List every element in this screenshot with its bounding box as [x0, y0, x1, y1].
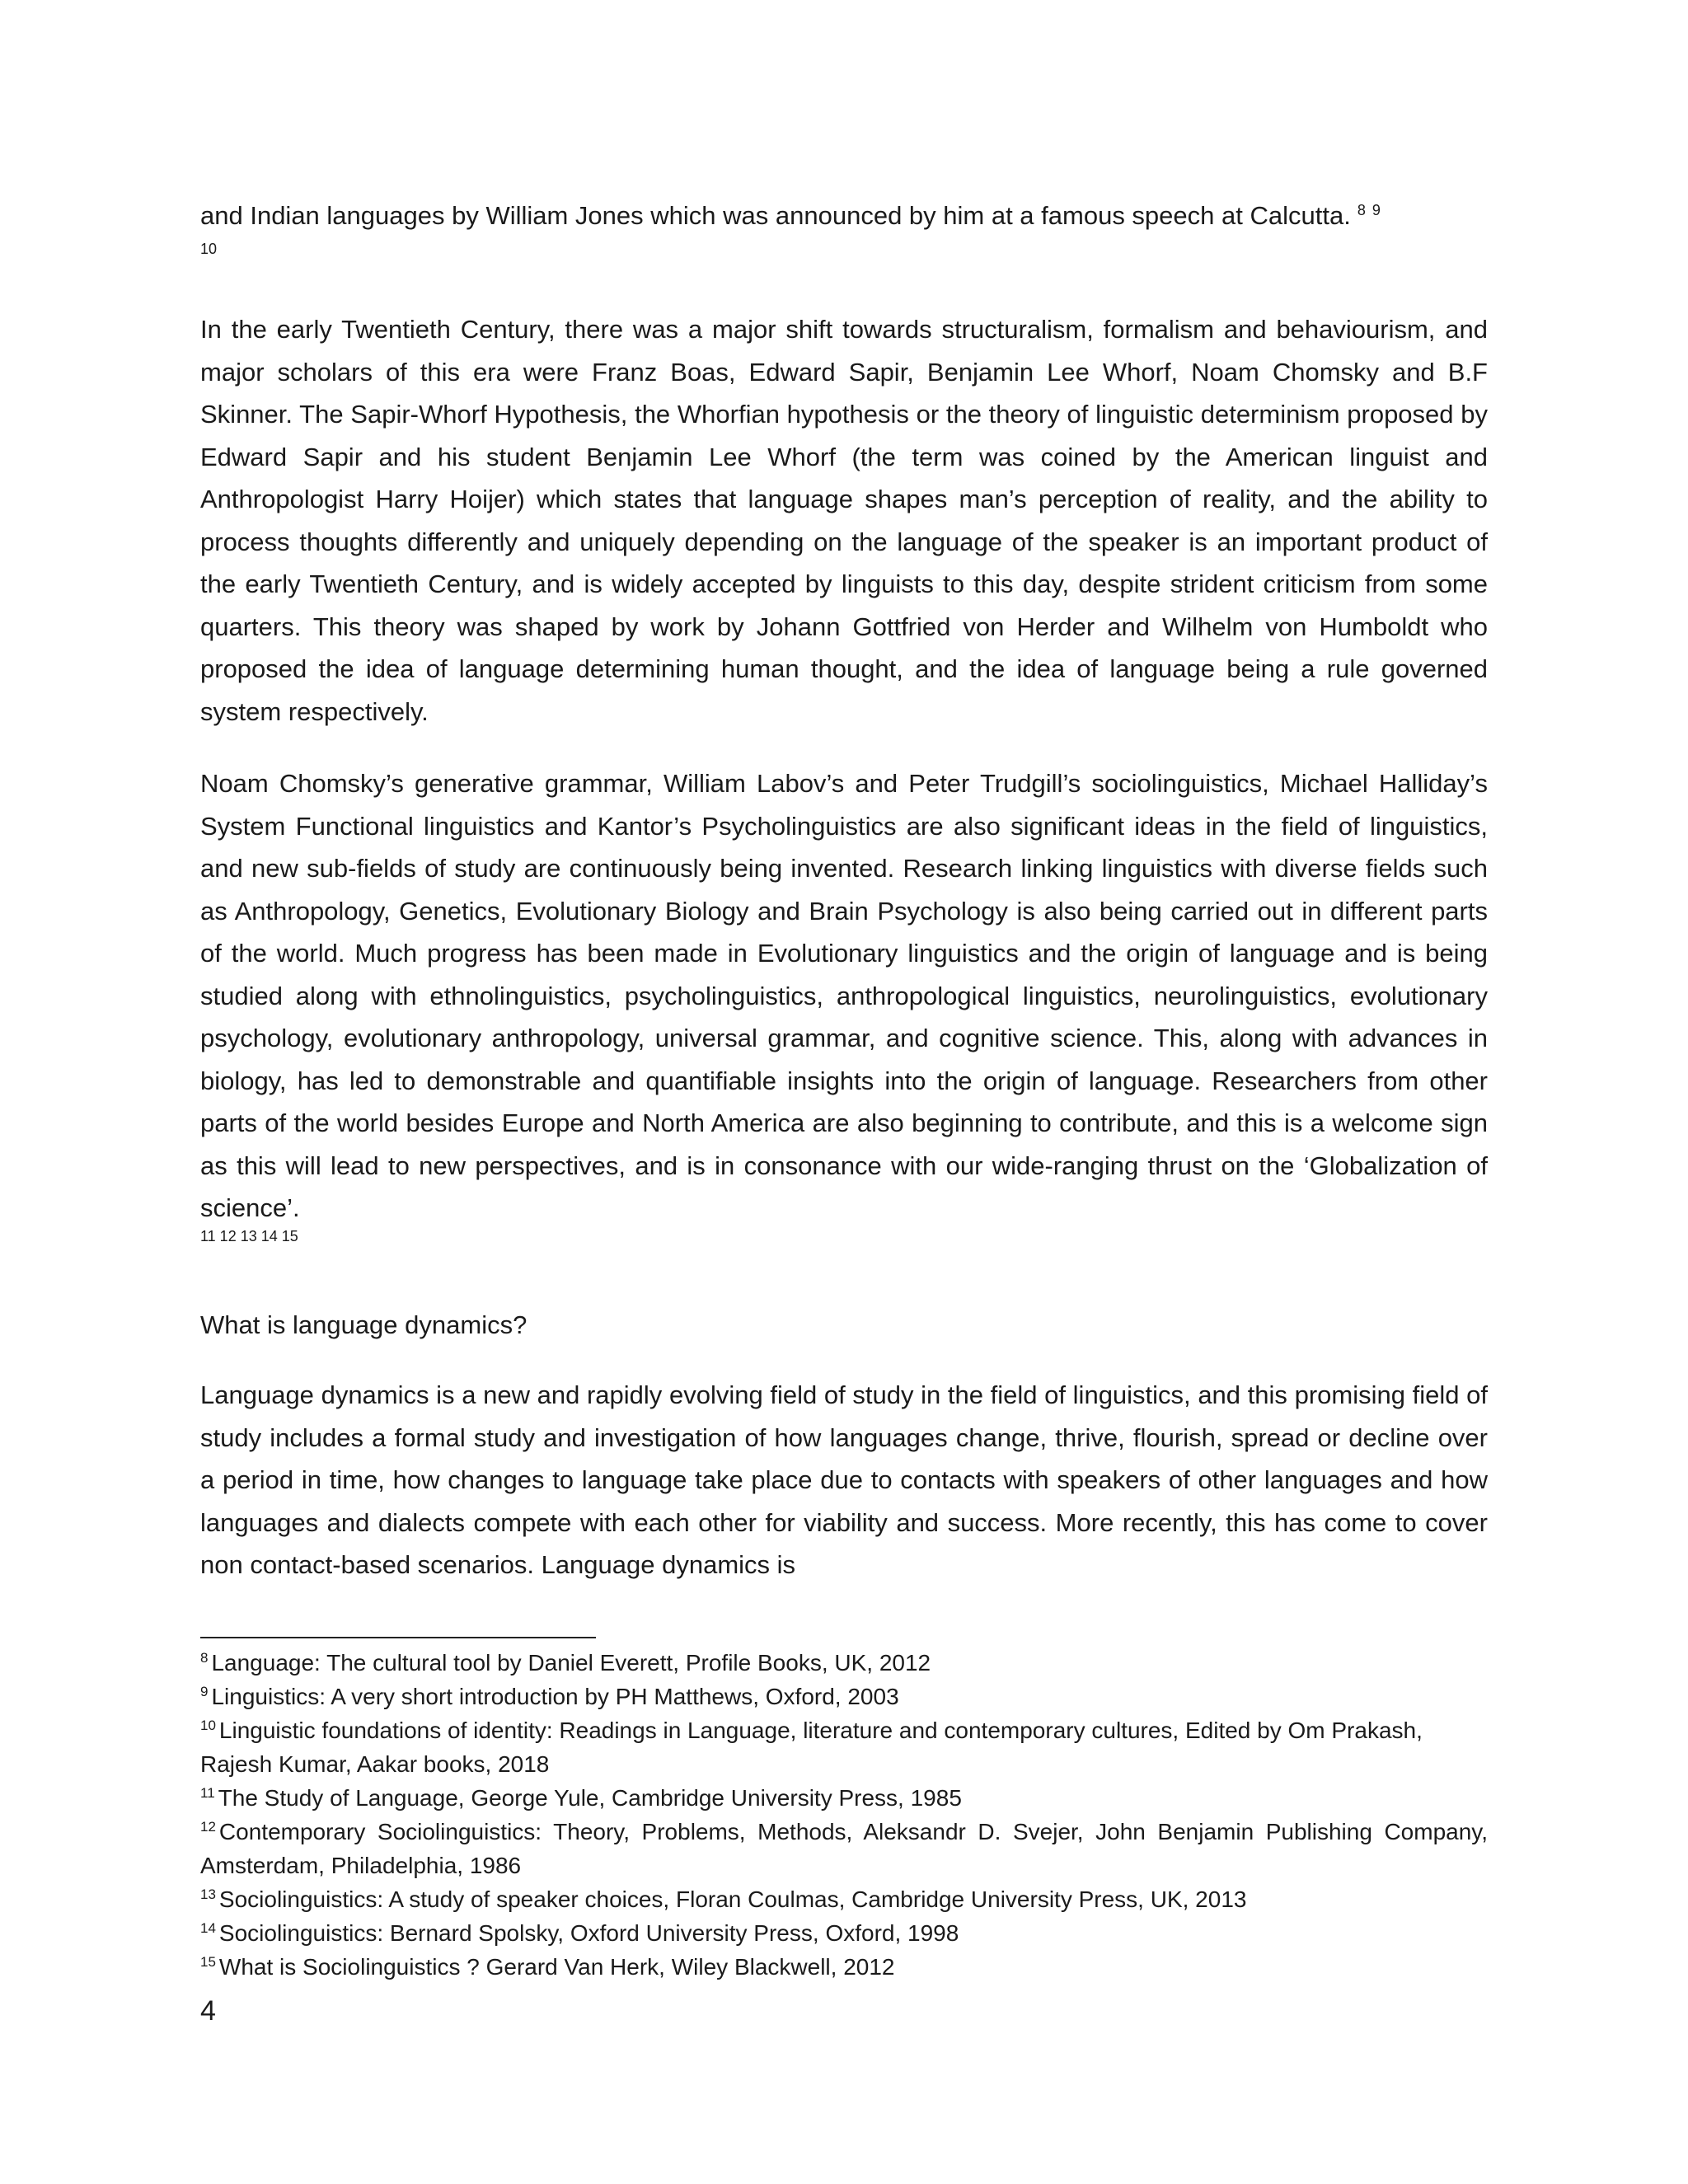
footnote-item	[200, 1882, 1488, 1916]
footnote-number: 13	[200, 1886, 216, 1902]
footnote-text: Sociolinguistics: Bernard Spolsky, Oxford University Press, Oxford, 1998	[218, 1920, 959, 1946]
footnotes-list	[200, 1646, 1488, 1984]
footnote-number: 15	[200, 1953, 216, 1970]
footnote-item	[200, 1781, 1488, 1815]
footnote-text: Contemporary Sociolinguistics: Theory, Problems, Methods, Aleksandr D. Svejer, John Benjamin Publishing Company, Amsterdam, Philadelphia, 1986	[200, 1819, 1488, 1878]
footnote-text: Sociolinguistics: A study of speaker choices, Floran Coulmas, Cambridge University Press, UK, 2013	[218, 1886, 1247, 1912]
footnote-text: Linguistics: A very short introduction by PH Matthews, Oxford, 2003	[211, 1684, 899, 1709]
footnote-ref-9[interactable]: 9	[1372, 201, 1381, 218]
footnote-text: Language: The cultural tool by Daniel Everett, Profile Books, UK, 2012	[211, 1650, 931, 1675]
footnote-number: 11	[200, 1784, 215, 1801]
footnote-number: 12	[200, 1818, 216, 1835]
intro-text: and Indian languages by William Jones which was announced by him at a famous speech at Calcutta.	[200, 201, 1351, 230]
footnote-item	[200, 1815, 1488, 1882]
footnote-item	[200, 1680, 1488, 1713]
footnote-item	[200, 1916, 1488, 1950]
section-heading: What is language dynamics?	[200, 1310, 528, 1339]
page-number: 4	[200, 1995, 216, 2027]
footnote-text: Linguistic foundations of identity: Readings in Language, literature and contemporary cultures, Edited by Om Prakash, Rajesh Kumar, Aakar books, 2018	[200, 1718, 1423, 1777]
footnote-item	[200, 1950, 1488, 1984]
footnote-number: 8	[200, 1649, 209, 1666]
footnote-refs-11-15[interactable]: 11 12 13 14 15	[200, 1228, 298, 1244]
footnote-number: 14	[200, 1919, 216, 1936]
intro-paragraph	[200, 194, 1488, 237]
footnote-item	[200, 1646, 1488, 1680]
footnote-text: The Study of Language, George Yule, Cambridge University Press, 1985	[218, 1785, 962, 1811]
chomsky-paragraph: Noam Chomsky’s generative grammar, William Labov’s and Peter Trudgill’s sociolinguistics, Michael Halliday’s System Functional linguistics and Kantor’s Psycholinguistics are also significant ideas in the field of linguistics, and new sub-fields of study are continuously being invented. Research linking linguistics with diverse fields such as Anthropology, Genetics, Evolutionary Biology and Brain Psychology is also being carried out in different parts of the world. Much progress has been made in Evolutionary linguistics and the origin of language and is being studied along with ethnolinguistics, psycholinguistics, anthropological linguistics, neurolinguistics, evolutionary psychology, evolutionary anthropology, universal grammar, and cognitive science. This, along with advances in biology, has led to demonstrable and quantifiable insights into the origin of language. Researchers from other parts of the world besides Europe and North America are also beginning to contribute, and this is a welcome sign as this will lead to new perspectives, and is in consonance with our wide-ranging thrust on the ‘Globalization of science’.	[200, 769, 1488, 1222]
footnote-item	[200, 1713, 1488, 1781]
footnote-separator	[200, 1637, 596, 1638]
language-dynamics-paragraph: Language dynamics is a new and rapidly evolving field of study in the field of linguistics, and this promising field of study includes a formal study and investigation of how languages change, thrive, flourish, spread or decline over a period in time, how changes to language take place due to contacts with speakers of other languages and how languages and dialects compete with each other for viability and success. More recently, this has come to cover non contact-based scenarios. Language dynamics is	[200, 1380, 1488, 1579]
footnote-number: 10	[200, 1717, 216, 1733]
footnote-number: 9	[200, 1683, 209, 1699]
twentieth-century-paragraph: In the early Twentieth Century, there was a major shift towards structuralism, formalism and behaviourism, and major scholars of this era were Franz Boas, Edward Sapir, Benjamin Lee Whorf, Noam Chomsky and B.F Skinner. The Sapir-Whorf Hypothesis, the Whorfian hypothesis or the theory of linguistic determinism proposed by Edward Sapir and his student Benjamin Lee Whorf (the term was coined by the American linguist and Anthropologist Harry Hoijer) which states that language shapes man’s perception of reality, and the ability to process thoughts differently and uniquely depending on the language of the speaker is an important product of the early Twentieth Century, and is widely accepted by linguists to this day, despite strident criticism from some quarters. This theory was shaped by work by Johann Gottfried von Herder and Wilhelm von Humboldt who proposed the idea of language determining human thought, and the idea of language being a rule governed system respectively.	[200, 315, 1488, 726]
footnote-text: What is Sociolinguistics ? Gerard Van Herk, Wiley Blackwell, 2012	[218, 1954, 895, 1980]
footnote-ref-10[interactable]: 10	[200, 241, 218, 257]
footnote-ref-8[interactable]: 8	[1357, 201, 1366, 218]
